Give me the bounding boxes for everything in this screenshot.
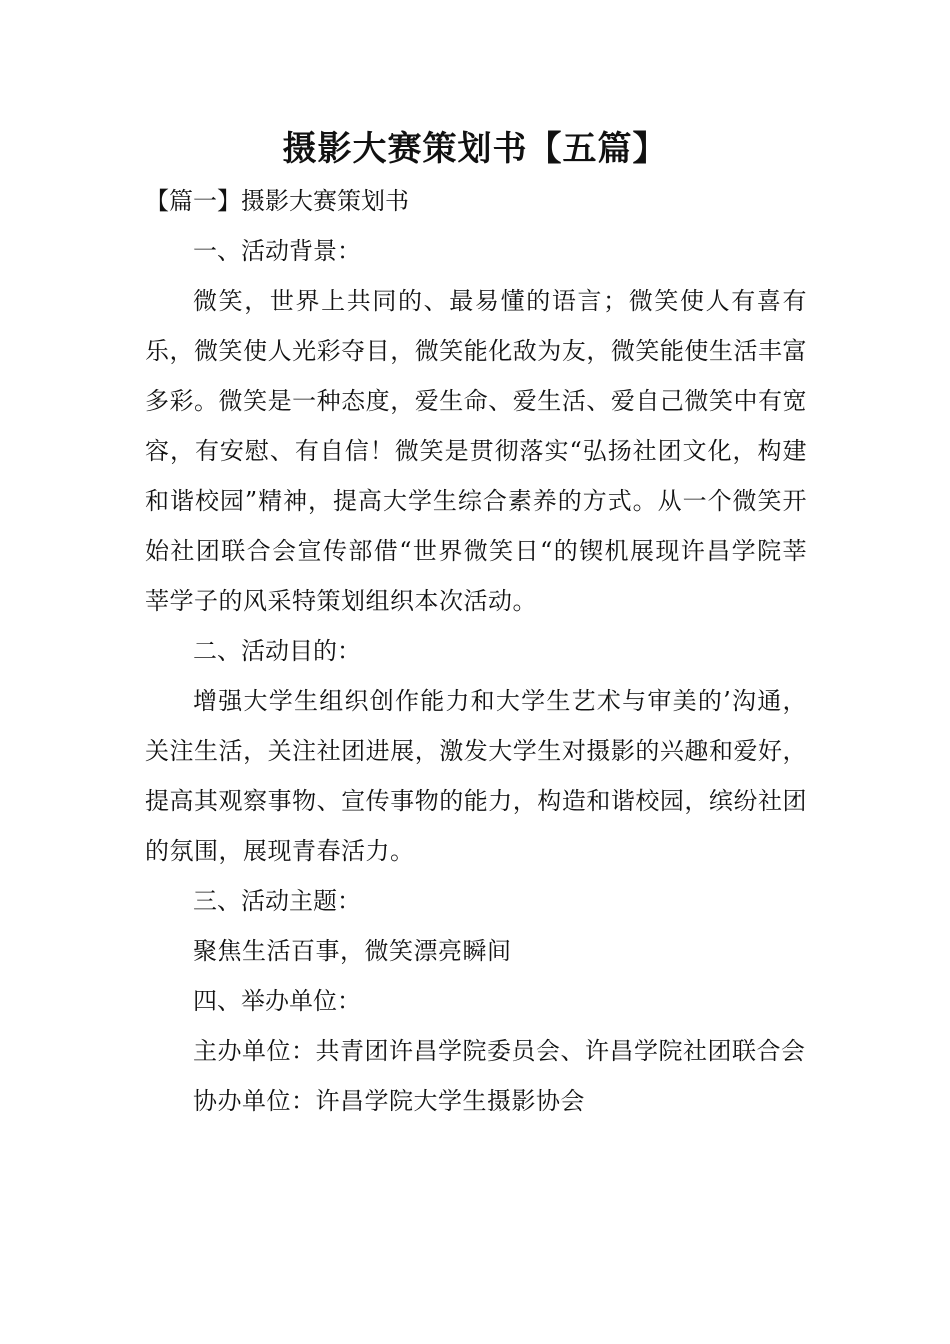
section-heading-theme: 三、活动主题：	[193, 887, 361, 915]
paragraph-background: 微笑，世界上共同的、最易懂的语言；微笑使人有喜有乐，微笑使人光彩夺目，微笑能化敌为友，微笑能使生活丰富多彩。微笑是一种态度，爱生命、爱生活、爱自己微笑中有宽容，有安慰、有自信！微笑是贯彻落实“弘扬社团文化，构建和谐校园”精神，提高大学生综合素养的方式。从一个微笑开始社团联合会宣传部借“世界微笑日“的锲机展现许昌学院莘莘学子的风采特策划组织本次活动。	[145, 287, 807, 615]
section-label: 【篇一】摄影大赛策划书	[145, 187, 409, 215]
paragraph-theme: 聚焦生活百事，微笑漂亮瞬间	[193, 937, 512, 965]
paragraph-purpose: 增强大学生组织创作能力和大学生艺术与审美的’沟通，关注生活，关注社团进展，激发大学生对摄影的兴趣和爱好，提高其观察事物、宣传事物的能力，构造和谐校园，缤纷社团的氛围，展现青春活力。	[145, 687, 807, 865]
paragraph-host-organizer: 主办单位：共青团许昌学院委员会、许昌学院社团联合会	[193, 1037, 806, 1065]
document-body	[145, 176, 807, 1126]
section-heading-purpose: 二、活动目的：	[193, 637, 361, 665]
paragraph-co-organizer: 协办单位：许昌学院大学生摄影协会	[193, 1087, 585, 1115]
section-heading-organizers: 四、举办单位：	[193, 987, 361, 1015]
section-heading-background: 一、活动背景：	[193, 237, 361, 265]
document-title: 摄影大赛策划书【五篇】	[282, 129, 668, 169]
